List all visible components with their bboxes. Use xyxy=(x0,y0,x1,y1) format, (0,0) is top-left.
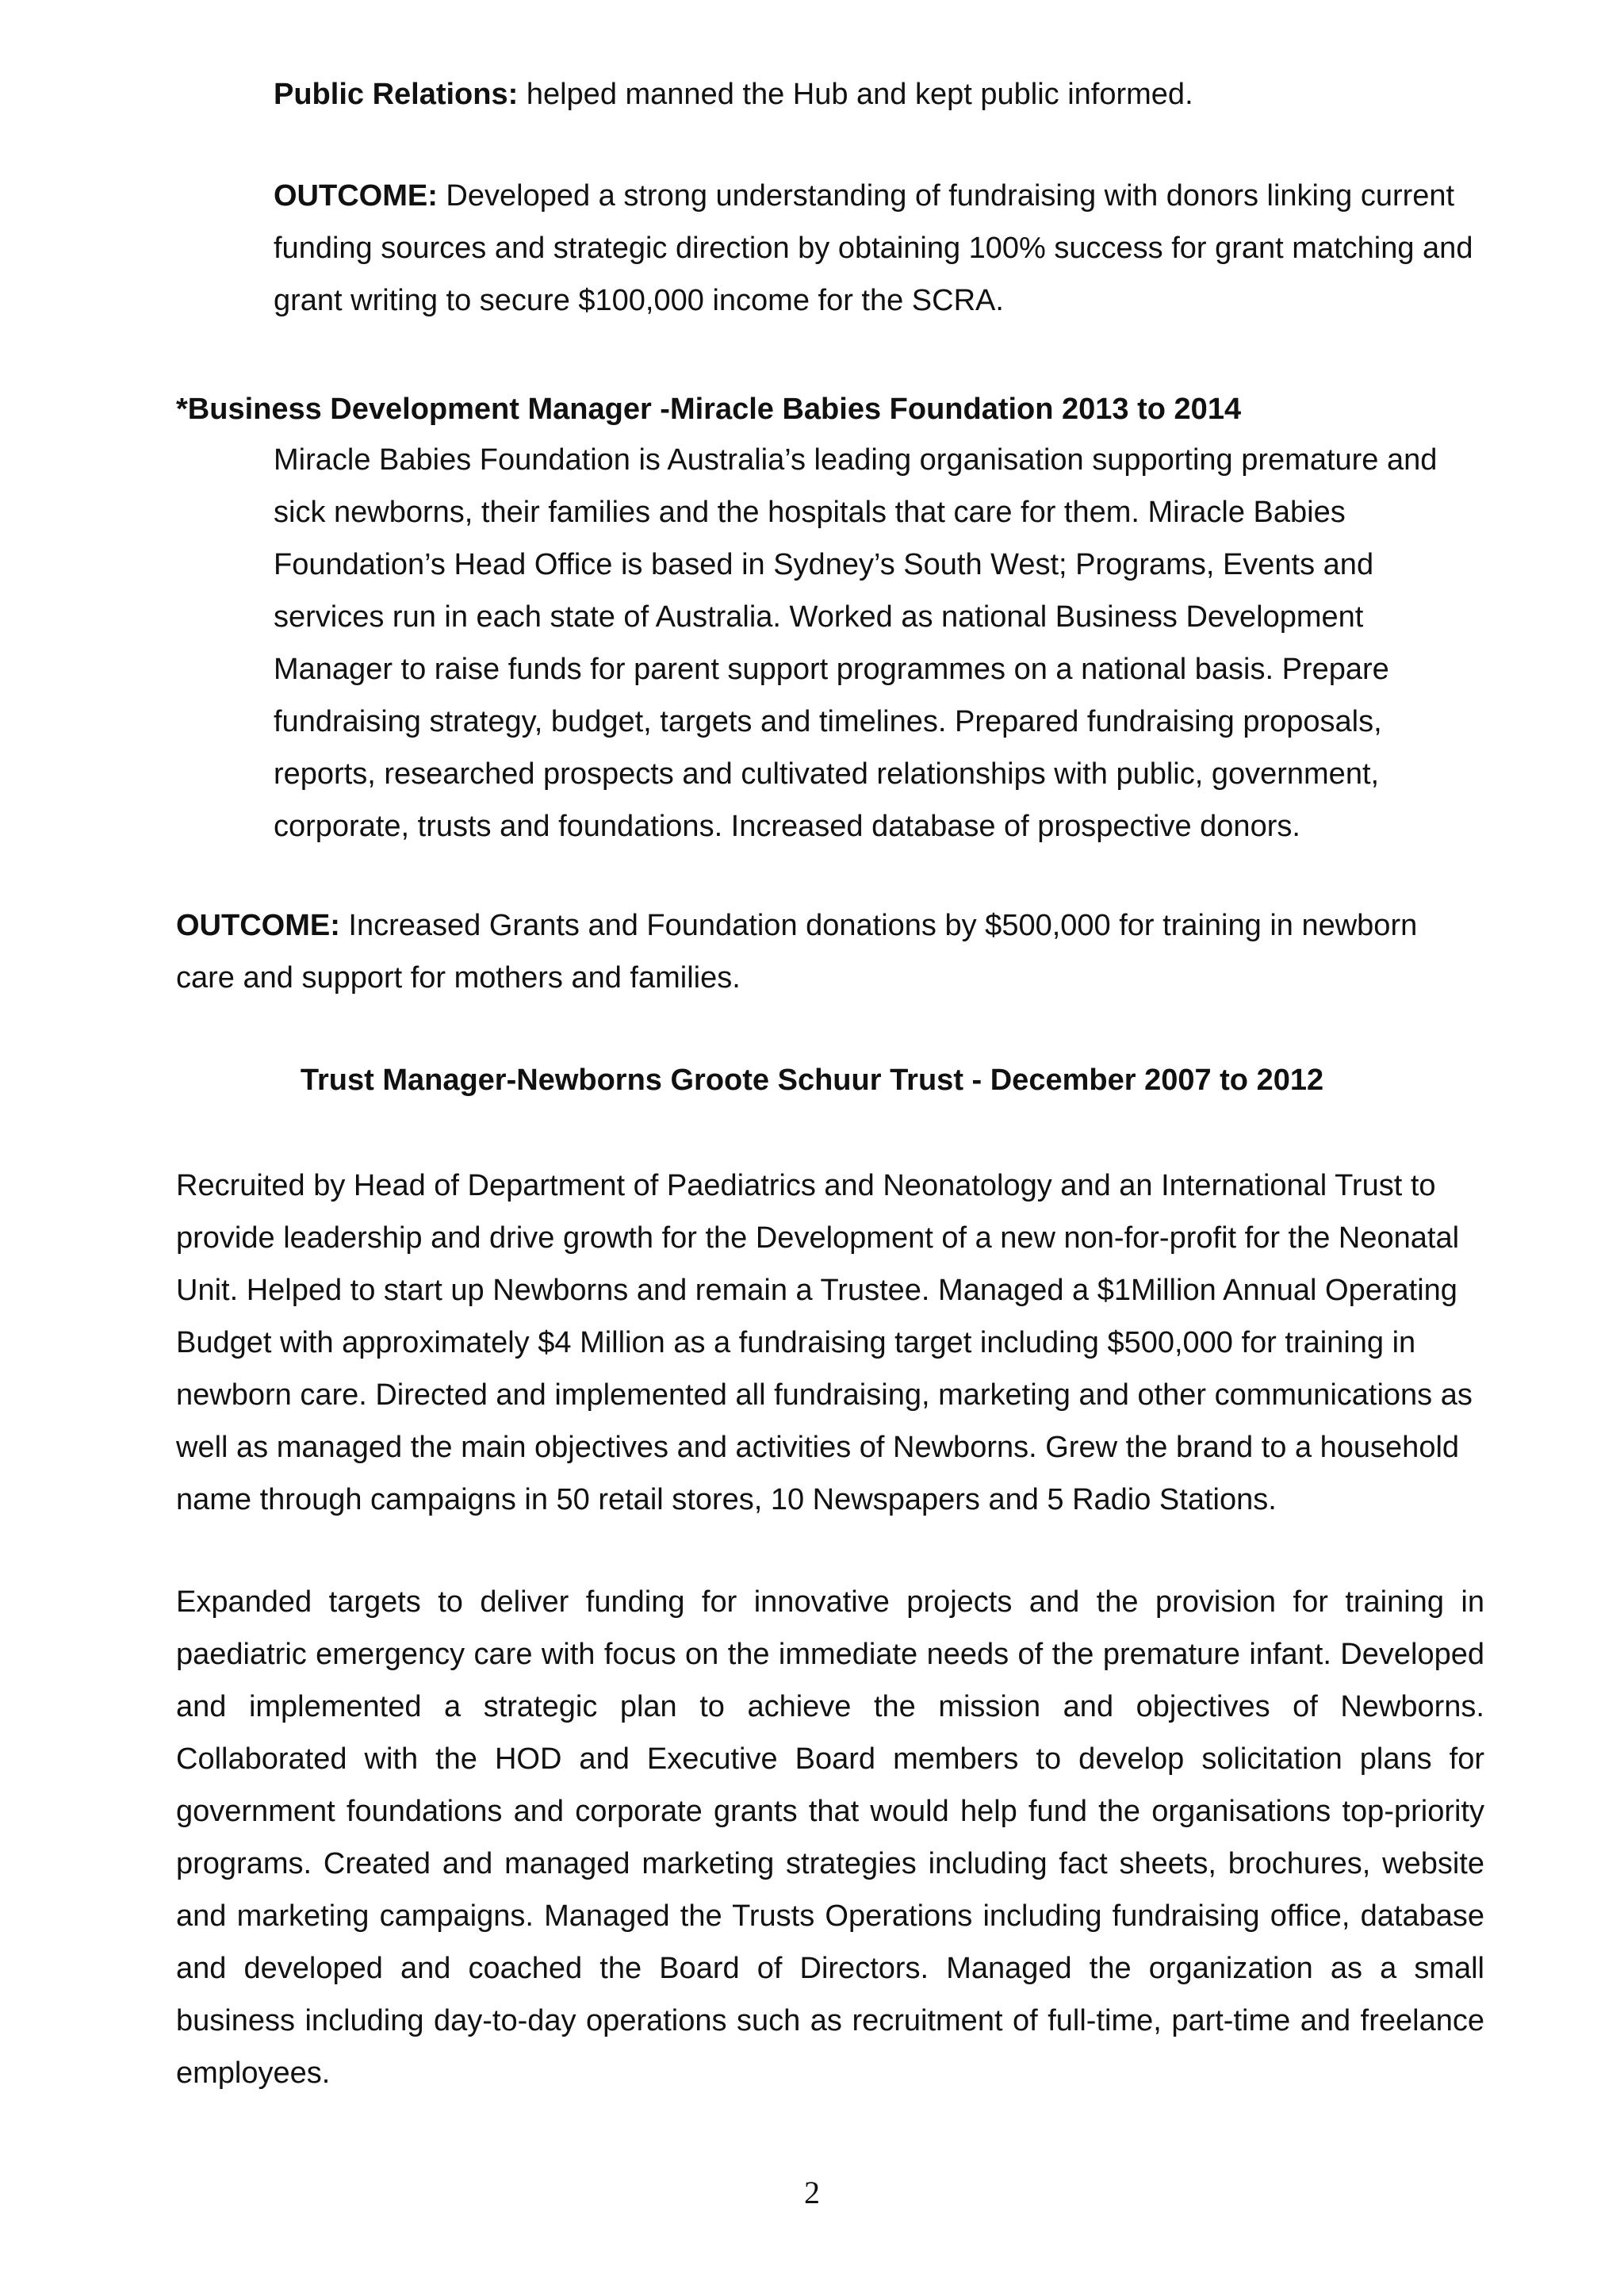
newborns-trust-paragraph-2: Expanded targets to deliver funding for innovative projects and the provision for training in paediatric emergency care with focus on the immediate needs of the premature infant. Developed and implemented a strategic plan to achieve the mission and objectives of Newborns. Collaborated with the HOD and Executive Board members to develop solicitation plans for government foundations and corporate grants that would help fund the organisations top-priority programs. Created and managed marketing strategies including fact sheets, brochures, website and marketing campaigns. Managed the Trusts Operations including fundraising office, database and developed and coached the Board of Directors. Managed the organization as a small business including day-to-day operations such as recruitment of full-time, part-time and freelance employees. xyxy=(176,1585,1484,2090)
miracle-babies-description: Miracle Babies Foundation is Australia’s leading organisation supporting premature and sick newborns, their families and the hospitals that care for them. Miracle Babies Foundation’s Head Office is based in Sydney’s South West; Programs, Events and services run in each state of Australia. Worked as national Business Development Manager to raise funds for parent support programmes on a national basis. Prepare fundraising strategy, budget, targets and timelines. Prepared fundraising proposals, reports, researched prospects and cultivated relationships with public, government, corporate, trusts and foundations. Increased database of prospective donors. xyxy=(274,443,1438,843)
outcome-text-2: Increased Grants and Foundation donations by $500,000 for training in newborn care and support for mothers and families. xyxy=(176,909,1418,995)
outcome-label-1: OUTCOME: xyxy=(274,179,438,213)
section-heading-newborns-trust: Trust Manager-Newborns Groote Schuur Trust - December 2007 to 2012 xyxy=(300,1064,1324,1097)
public-relations-line xyxy=(274,68,1479,121)
outcome-label-2: OUTCOME: xyxy=(176,909,340,942)
public-relations-label: Public Relations: xyxy=(274,78,519,111)
outcome-text-1: Developed a strong understanding of fundraising with donors linking current funding sources and strategic direction by obtaining 100% success for grant matching and grant writing to secure $100,000 income for the SCRA. xyxy=(274,179,1473,317)
section-heading-miracle-babies: *Business Development Manager -Miracle Babies Foundation 2013 to 2014 xyxy=(176,393,1242,426)
outcome-paragraph-2 xyxy=(176,899,1461,1004)
public-relations-text: helped manned the Hub and kept public informed. xyxy=(518,78,1193,111)
page-number: 2 xyxy=(804,2175,820,2210)
newborns-trust-paragraph-1: Recruited by Head of Department of Paediatrics and Neonatology and an International Trust to provide leadership and drive growth for the Development of a new non-for-profit for the Neonatal Unit. Helped to start up Newborns and remain a Trustee. Managed a $1Million Annual Operating Budget with approximately $4 Million as a fundraising target including $500,000 for training in newborn care. Directed and implemented all fundraising, marketing and other communications as well as managed the main objectives and activities of Newborns. Grew the brand to a household name through campaigns in 50 retail stores, 10 Newspapers and 5 Radio Stations. xyxy=(176,1169,1473,1516)
outcome-paragraph-1 xyxy=(274,170,1487,327)
